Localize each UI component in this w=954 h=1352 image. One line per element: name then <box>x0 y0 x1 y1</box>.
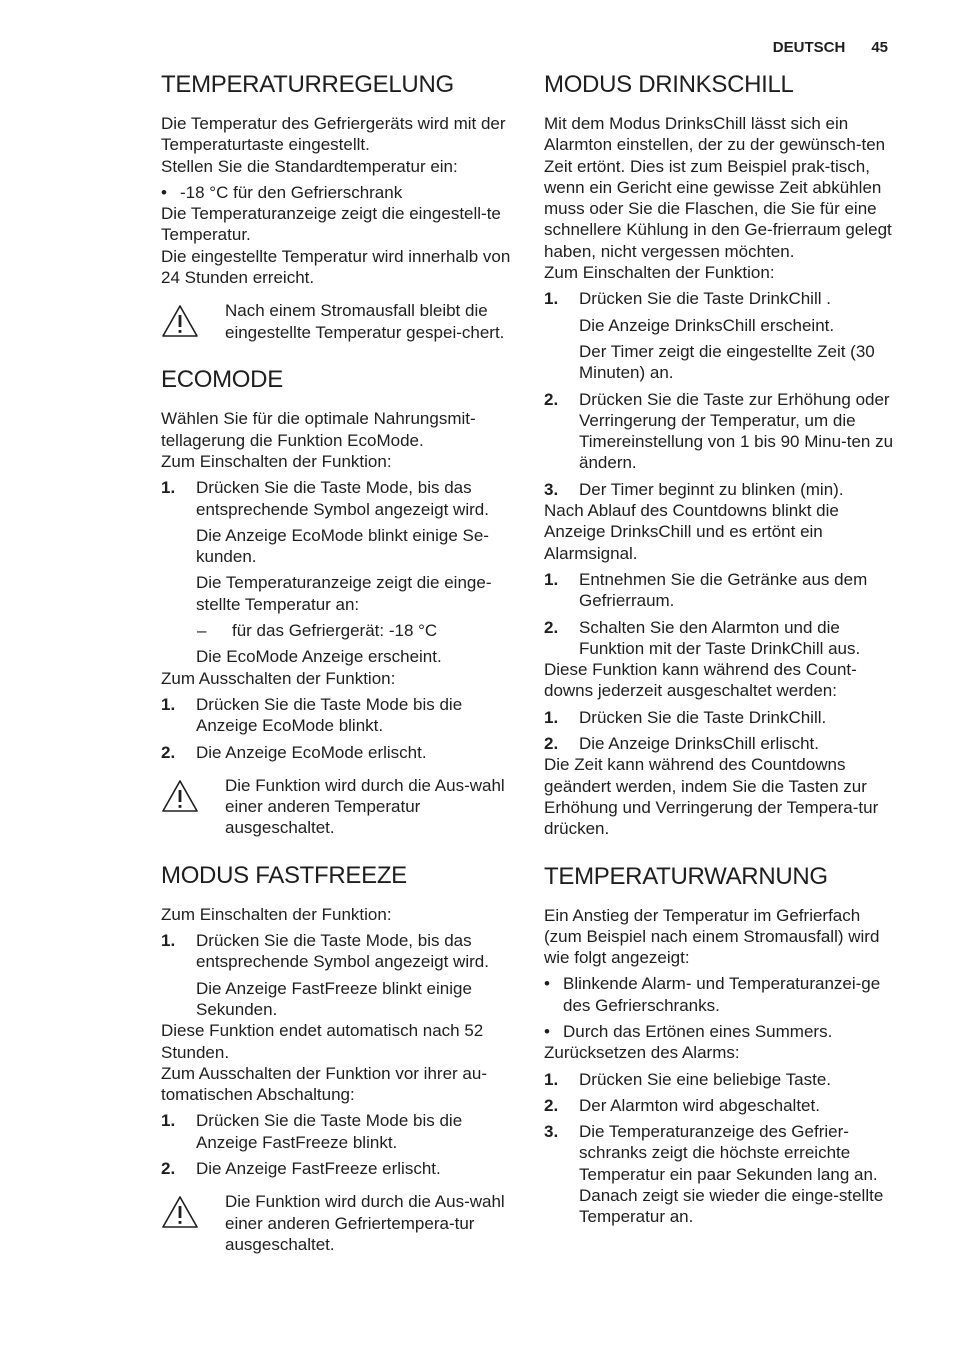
step-number: 2. <box>544 1095 559 1115</box>
step-text: Die Anzeige DrinksChill erlischt. <box>579 734 819 754</box>
step-text: Drücken Sie die Taste Mode, bis das entsprechende Symbol angezeigt wird. <box>196 931 489 972</box>
paragraph: Mit dem Modus DrinksChill lässt sich ein Alarmton einstellen, der zu der gewünsch-ten Zeit ertönt. Dies ist zum Beispiel prak-tisch, wenn ein Gericht eine gewisse Zeit abkühlen muss oder Sie die Flaschen, die Sie für eine schnellere Kühlung in den Ge-frierraum gelegt haben, nicht vergessen möchten. <box>544 114 892 261</box>
paragraph: Wählen Sie für die optimale Nahrungsmit-tellagerung die Funktion EcoMode. <box>161 409 476 450</box>
step-item <box>544 707 896 728</box>
step-item <box>161 930 513 973</box>
paragraph: Stellen Sie die Standardtemperatur ein: <box>161 156 458 176</box>
paragraph: Die eingestellte Temperatur wird innerhalb von 24 Stunden erreicht. <box>161 246 511 288</box>
section-ecomode <box>161 365 513 838</box>
step-text: Die Anzeige FastFreeze erlischt. <box>196 1158 441 1178</box>
warning-note <box>161 300 513 343</box>
step-text: Drücken Sie die Taste Mode bis die Anzeige FastFreeze blinkt. <box>196 1111 463 1152</box>
step-item <box>161 1110 513 1153</box>
step-text: Schalten Sie den Alarmton und die Funktion mit der Taste DrinkChill aus. <box>579 617 861 658</box>
step-detail: Der Timer zeigt die eingestellte Zeit (30 Minuten) an. <box>579 341 875 383</box>
paragraph: Zum Einschalten der Funktion: <box>161 904 392 924</box>
warning-triangle-icon <box>161 300 225 343</box>
paragraph: Zum Einschalten der Funktion: <box>161 451 392 471</box>
section-fastfreeze <box>161 861 513 1255</box>
bullet-text: -18 °C für den Gefrierschrank <box>180 182 403 202</box>
step-text: Drücken Sie eine beliebige Taste. <box>579 1069 832 1089</box>
step-text: Die Anzeige EcoMode erlischt. <box>196 742 427 762</box>
step-item <box>161 1158 513 1179</box>
step-number: 2. <box>544 617 559 637</box>
page-header <box>773 39 888 56</box>
paragraph: Zum Ausschalten der Funktion: <box>161 668 396 688</box>
bullet-item <box>161 182 513 203</box>
step-number: 2. <box>161 742 176 762</box>
dash-text: für das Gefriergerät: -18 °C <box>232 621 438 641</box>
step-item <box>544 1069 896 1090</box>
paragraph: Ein Anstieg der Temperatur im Gefrierfach (zum Beispiel nach einem Stromausfall) wird wie folgt angezeigt: <box>544 905 880 968</box>
step-number: 1. <box>161 694 176 714</box>
bullet-marker: • <box>544 1021 550 1041</box>
step-detail: Die Temperaturanzeige zeigt die einge-stellte Temperatur an: <box>196 573 492 614</box>
warning-note <box>161 775 513 839</box>
step-item <box>544 617 896 660</box>
paragraph: Nach Ablauf des Countdowns blinkt die Anzeige DrinksChill und es ertönt ein Alarmsignal. <box>544 501 839 563</box>
step-number: 1. <box>161 478 176 498</box>
bullet-text: Blinkende Alarm- und Temperaturanzei-ge des Gefrierschranks. <box>563 974 881 1015</box>
step-text: Entnehmen Sie die Getränke aus dem Gefrierraum. <box>579 569 868 611</box>
section-drinkschill <box>544 70 896 840</box>
step-number: 2. <box>161 1158 176 1178</box>
dash-marker: – <box>197 621 207 641</box>
bullet-text: Durch das Ertönen eines Summers. <box>563 1021 833 1041</box>
paragraph: Zum Einschalten der Funktion: <box>544 263 775 283</box>
step-item <box>544 288 896 309</box>
step-text: Drücken Sie die Taste Mode, bis das entsprechende Symbol angezeigt wird. <box>196 478 489 519</box>
section-title: ECOMODE <box>161 366 283 394</box>
step-detail: Die Anzeige DrinksChill erscheint. <box>579 315 835 335</box>
paragraph: Diese Funktion kann während des Count-downs jederzeit ausgeschaltet werden: <box>544 660 857 701</box>
step-number: 1. <box>544 569 559 589</box>
section-title: MODUS DRINKSCHILL <box>544 71 794 98</box>
step-item <box>544 1095 896 1116</box>
step-item <box>544 569 896 612</box>
step-number: 1. <box>544 707 559 727</box>
step-item <box>161 742 513 763</box>
warning-text: Die Funktion wird durch die Aus-wahl einer anderen Gefriertempera-tur ausgeschaltet. <box>225 1192 505 1254</box>
step-detail: Die Anzeige FastFreeze blinkt einige Sekunden. <box>196 978 472 1019</box>
step-text: Drücken Sie die Taste zur Erhöhung oder Verringerung der Temperatur, um die Timereinstellung von 1 bis 90 Minu-ten zu ändern. <box>579 389 894 473</box>
step-text: Drücken Sie die Taste Mode bis die Anzeige EcoMode blinkt. <box>196 694 463 736</box>
step-text: Drücken Sie die Taste DrinkChill. <box>579 707 827 727</box>
section-title: MODUS FASTFREEZE <box>161 861 407 889</box>
step-detail: Die EcoMode Anzeige erscheint. <box>196 647 442 667</box>
warning-text: Die Funktion wird durch die Aus-wahl einer anderen Temperatur ausgeschaltet. <box>225 775 505 838</box>
step-item <box>544 1121 896 1227</box>
step-number: 1. <box>161 931 176 951</box>
step-number: 3. <box>544 479 559 499</box>
language-label: DEUTSCH <box>772 39 846 56</box>
step-text: Drücken Sie die Taste DrinkChill . <box>579 289 831 309</box>
page-number: 45 <box>871 39 888 56</box>
paragraph: Die Temperatur des Gefriergeräts wird mit der Temperaturtaste eingestellt. <box>161 114 506 155</box>
step-text: Der Alarmton wird abgeschaltet. <box>579 1095 820 1115</box>
step-item <box>161 694 513 737</box>
bullet-item <box>544 973 896 1016</box>
warning-triangle-icon <box>161 1191 225 1255</box>
step-text: Die Temperaturanzeige des Gefrier-schranks zeigt die höchste erreichte Temperatur ein paar Sekunden lang an. Danach zeigt sie wieder die einge-stellte Temperatur an. <box>579 1122 884 1227</box>
dash-item <box>161 620 513 641</box>
warning-triangle-icon <box>161 775 225 839</box>
paragraph: Zurücksetzen des Alarms: <box>544 1043 740 1063</box>
step-item <box>544 479 896 500</box>
section-temperaturwarnung <box>544 862 896 1228</box>
step-number: 1. <box>161 1111 176 1131</box>
step-item <box>544 733 896 754</box>
step-text: Der Timer beginnt zu blinken (min). <box>579 479 844 499</box>
bullet-item <box>544 1021 896 1042</box>
left-column <box>161 70 513 1277</box>
step-number: 2. <box>544 734 559 754</box>
step-number: 3. <box>544 1122 559 1142</box>
right-column <box>544 70 896 1250</box>
paragraph: Die Zeit kann während des Countdowns geändert werden, indem Sie die Tasten zur Erhöhung und Verringerung der Tempera-tur drücken. <box>544 755 879 839</box>
step-detail: Die Anzeige EcoMode blinkt einige Se-kunden. <box>196 525 489 567</box>
paragraph: Diese Funktion endet automatisch nach 52 Stunden. <box>161 1021 484 1062</box>
bullet-marker: • <box>544 974 550 994</box>
warning-note <box>161 1191 513 1255</box>
step-number: 2. <box>544 389 559 409</box>
step-item <box>161 477 513 520</box>
bullet-marker: • <box>161 182 167 202</box>
warning-text: Nach einem Stromausfall bleibt die eingestellte Temperatur gespei-chert. <box>225 301 505 342</box>
section-title: TEMPERATURREGELUNG <box>161 71 454 98</box>
section-title: TEMPERATURWARNUNG <box>544 862 828 890</box>
paragraph: Zum Ausschalten der Funktion vor ihrer au-tomatischen Abschaltung: <box>161 1063 487 1105</box>
section-temperaturregelung <box>161 70 513 343</box>
paragraph: Die Temperaturanzeige zeigt die eingestell-te Temperatur. <box>161 204 501 245</box>
step-number: 1. <box>544 1069 559 1089</box>
step-item <box>544 389 896 474</box>
step-number: 1. <box>544 289 559 309</box>
